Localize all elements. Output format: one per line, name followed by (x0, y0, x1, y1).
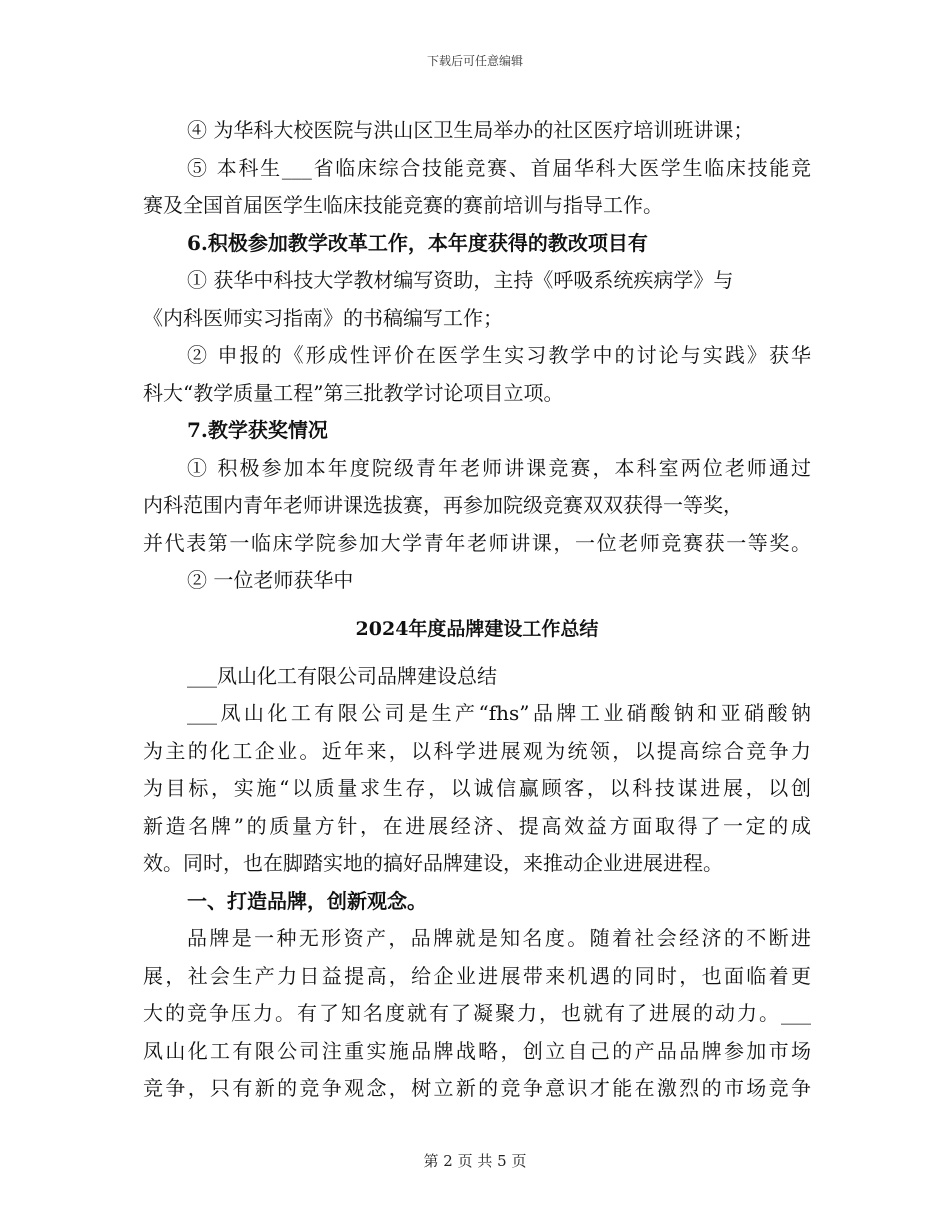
page-number: 第 2 页 共 5 页 (423, 1152, 527, 1170)
paragraph-line: 并代表第一临床学院参加大学青年老师讲课，一位老师竞赛获一等奖。 (143, 530, 811, 555)
paragraph-line: 为主的化工企业。近年来，以科学进展观为统领，以提高综合竞争力 (143, 738, 811, 763)
paragraph-line: 展，社会生产力日益提高，给企业进展带来机遇的同时，也面临着更 (143, 963, 811, 988)
paragraph-line: ___凤山化工有限公司是生产“fhs”品牌工业硝酸钠和亚硝酸钠 (187, 701, 811, 725)
subtitle: ___凤山化工有限公司品牌建设总结 (187, 663, 497, 688)
section-heading: 7.教学获奖情况 (187, 418, 328, 442)
paragraph-line: 内科范围内青年老师讲课选拔赛，再参加院级竞赛双双获得一等奖， (143, 493, 743, 517)
paragraph-line: 为目标，实施“以质量求生存，以诚信赢顾客，以科技谋进展，以创 (143, 776, 811, 800)
paragraph-line: 效。同时，也在脚踏实地的搞好品牌建设，来推动企业进展进程。 (143, 851, 723, 875)
list-item: ① 积极参加本年度院级青年老师讲课竞赛，本科室两位老师通过 (187, 455, 811, 480)
section-heading: 6.积极参加教学改革工作，本年度获得的教改项目有 (187, 230, 648, 255)
paragraph-line: 凤山化工有限公司注重实施品牌战略，创立自己的产品品牌参加市场 (143, 1038, 811, 1063)
paragraph-line: 品牌是一种无形资产，品牌就是知名度。随着社会经济的不断进 (187, 926, 811, 950)
list-item: ① 获华中科技大学教材编写资助，主持《呼吸系统疾病学》与 (187, 268, 734, 292)
paragraph-line: 《内科医师实习指南》的书稿编写工作； (143, 305, 503, 330)
list-item: ④ 为华科大校医院与洪山区卫生局举办的社区医疗培训班讲课； (187, 118, 754, 142)
paragraph-line: 赛及全国首届医学生临床技能竞赛的赛前培训与指导工作。 (143, 193, 663, 217)
section-heading: 一、打造品牌，创新观念。 (187, 888, 427, 913)
paragraph-line: 新造名牌”的质量方针，在进展经济、提高效益方面取得了一定的成 (143, 813, 811, 838)
paragraph-line: 大的竞争压力。有了知名度就有了凝聚力，也就有了进展的动力。___ (143, 1001, 811, 1025)
document-body (143, 112, 811, 1108)
header-note: 下载后可任意编辑 (426, 54, 523, 68)
paragraph-line: 竞争，只有新的竞争观念，树立新的竞争意识才能在激烈的市场竞争 (143, 1076, 811, 1100)
document-title: 2024年度品牌建设工作总结 (355, 617, 599, 640)
list-item: ② 申报的《形成性评价在医学生实习教学中的讨论与实践》获华 (187, 343, 811, 367)
list-item: ⑤ 本科生___省临床综合技能竞赛、首届华科大医学生临床技能竞 (187, 155, 811, 180)
paragraph-line: 科大“教学质量工程”第三批教学讨论项目立项。 (143, 380, 564, 405)
list-item: ② 一位老师获华中 (187, 568, 354, 592)
